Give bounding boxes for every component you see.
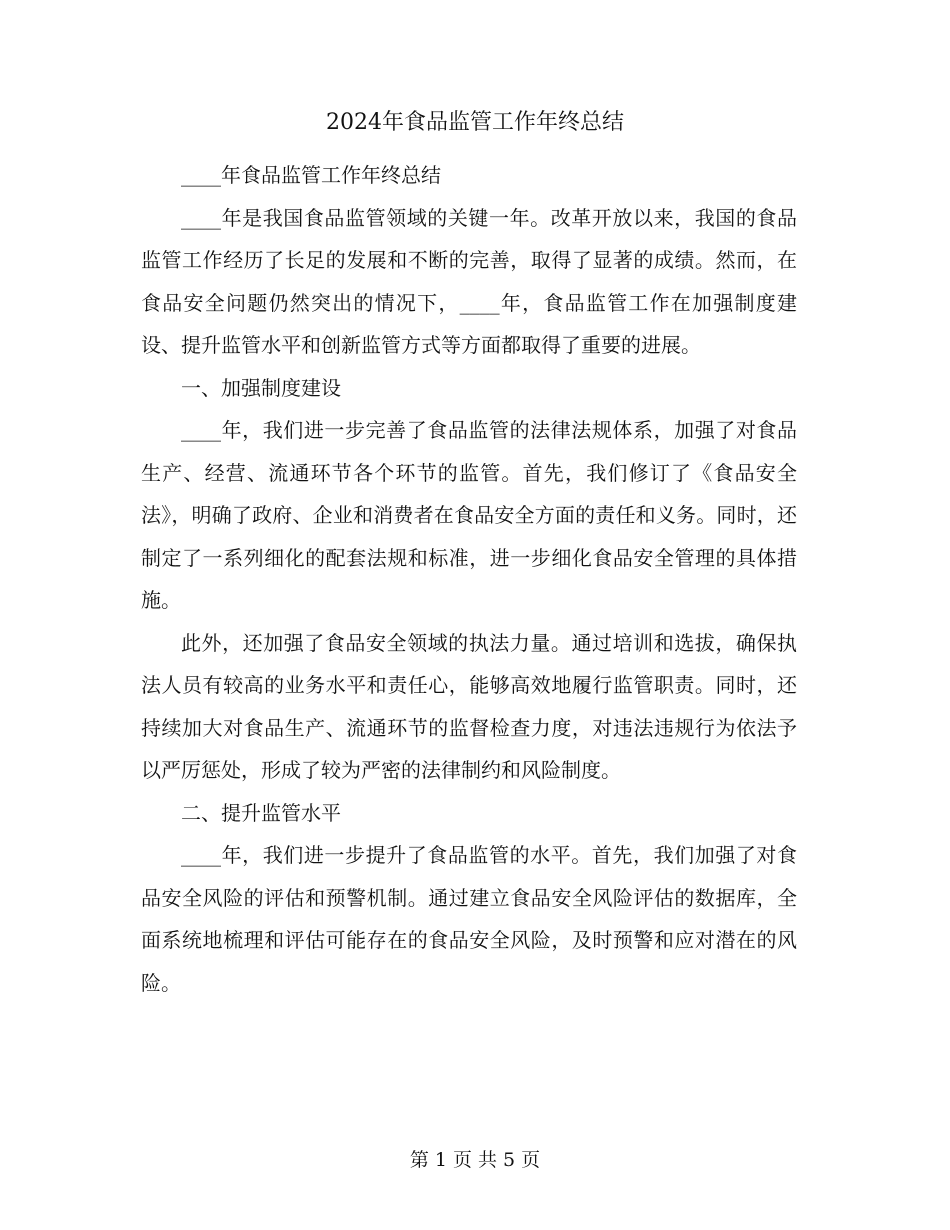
section-heading-2: 二、提升监管水平: [181, 800, 341, 825]
document-title: 2024年食品监管工作年终总结: [326, 110, 624, 135]
document-body: [141, 154, 797, 1004]
paragraph-section1-a: ____年，我们进一步完善了食品监管的法律法规体系，加强了对食品生产、经营、流通环节各个环节的监管。首先，我们修订了《食品安全法》，明确了政府、企业和消费者在食品安全方面的责任和义务。同时，还制定了一系列细化的配套法规和标准，进一步细化食品安全管理的具体措施。: [141, 418, 797, 612]
paragraph-section1-b: 此外，还加强了食品安全领域的执法力量。通过培训和选拔，确保执法人员有较高的业务水平和责任心，能够高效地履行监管职责。同时，还持续加大对食品生产、流通环节的监督检查力度，对违法违规行为依法予以严厉惩处，形成了较为严密的法律制约和风险制度。: [141, 630, 797, 782]
paragraph-intro: ____年是我国食品监管领域的关键一年。改革开放以来，我国的食品监管工作经历了长足的发展和不断的完善，取得了显著的成绩。然而，在食品安全问题仍然突出的情况下，____年，食品监管工作在加强制度建设、提升监管水平和创新监管方式等方面都取得了重要的进展。: [141, 205, 797, 357]
section-heading-1: 一、加强制度建设: [181, 375, 341, 400]
paragraph-section2-a: ____年，我们进一步提升了食品监管的水平。首先，我们加强了对食品安全风险的评估和预警机制。通过建立食品安全风险评估的数据库，全面系统地梳理和评估可能存在的食品安全风险，及时预警和应对潜在的风险。: [141, 843, 797, 995]
page-number-footer: 第 1 页 共 5 页: [409, 1149, 541, 1171]
paragraph-subtitle: ____年食品监管工作年终总结: [181, 163, 441, 187]
